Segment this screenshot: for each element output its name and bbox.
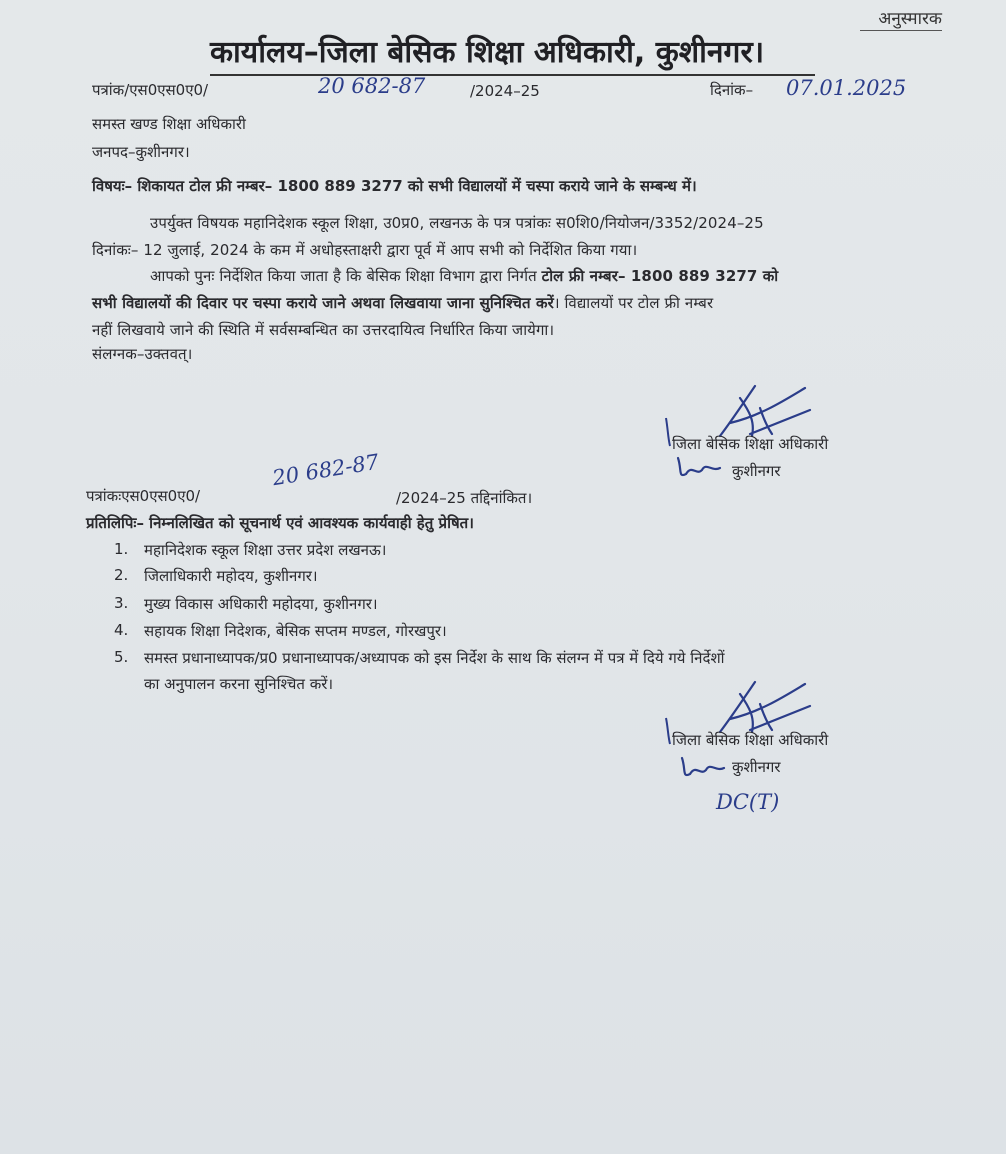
addressee-line2: जनपद–कुशीनगर। — [92, 143, 190, 161]
copy-item-5-text: समस्त प्रधानाध्यापक/प्र0 प्रधानाध्यापक/अध्यापक को इस निर्देश के साथ कि संलग्न में पत्र में दिये गये निर्देशों — [144, 649, 725, 667]
copy-item-1-number: 1. — [114, 540, 129, 558]
body-para1-line1: उपर्युक्त विषयक महानिदेशक स्कूल शिक्षा, उ0प्र0, लखनऊ के पत्र पत्रांकः स0शि0/नियोजन/3352/2024–25 — [150, 214, 764, 232]
addressee-line1: समस्त खण्ड शिक्षा अधिकारी — [92, 115, 246, 133]
copy-item-5-text-cont: का अनुपालन करना सुनिश्चित करें। — [144, 675, 334, 693]
body-para2-line3: नहीं लिखवाये जाने की स्थिति में सर्वसम्बन्धित का उत्तरदायित्व निर्धारित किया जायेगा। — [92, 321, 555, 339]
copy-item-3-number: 3. — [114, 594, 129, 612]
copy-item-3-text: मुख्य विकास अधिकारी महोदया, कुशीनगर। — [144, 595, 378, 613]
copy-ref-prefix: पत्रांकःएस0एस0ए0/ — [86, 487, 201, 505]
title-underline — [210, 74, 815, 76]
handwritten-note: DC(T) — [716, 790, 780, 814]
ref-year: /2024–25 — [470, 82, 540, 100]
copy-item-1-text: महानिदेशक स्कूल शिक्षा उत्तर प्रदेश लखनऊ। — [144, 541, 387, 559]
copy-ref-year: /2024–25 तद्दिनांकित। — [396, 489, 533, 507]
copy-item-4-number: 4. — [114, 621, 129, 639]
copy-item-2-text: जिलाधिकारी महोदय, कुशीनगर। — [144, 567, 318, 585]
ref-prefix: पत्रांक/एस0एस0ए0/ — [92, 81, 209, 99]
body-para2-line2-bold: सभी विद्यालयों की दिवार पर चस्पा कराये जाने अथवा लिखवाया जाना सुनिश्चित करें — [92, 294, 554, 312]
signature1-place: कुशीनगर — [732, 462, 781, 480]
body-para2-line1-text: आपको पुनः निर्देशित किया जाता है कि बेसिक शिक्षा विभाग द्वारा निर्गत — [150, 267, 542, 285]
handwritten-date: 07.01.2025 — [786, 76, 907, 100]
copy-item-2-number: 2. — [114, 566, 129, 584]
signature2-title: जिला बेसिक शिक्षा अधिकारी — [672, 731, 829, 749]
signature1-title: जिला बेसिक शिक्षा अधिकारी — [672, 435, 829, 453]
body-para1-line2: दिनांकः– 12 जुलाई, 2024 के कम में अधोहस्ताक्षरी द्वारा पूर्व में आप सभी को निर्देशित किया गया। — [92, 241, 638, 259]
copy-ref-handwritten-number: 20 682-87 — [270, 449, 381, 491]
date-label: दिनांक– — [710, 81, 754, 99]
copy-item-4-text: सहायक शिक्षा निदेशक, बेसिक सप्तम मण्डल, गोरखपुर। — [144, 622, 447, 640]
subject-line: विषयः– शिकायत टोल फ्री नम्बर– 1800 889 3277 को सभी विद्यालयों में चस्पा कराये जाने के सम्बन्ध में। — [92, 177, 697, 195]
body-para2-line1 — [150, 266, 778, 286]
reminder-underline — [860, 30, 942, 31]
enclosure-line: संलग्नक–उक्तवत्। — [92, 345, 193, 363]
body-para2-line2-text: । विद्यालयों पर टोल फ्री नम्बर — [553, 294, 714, 312]
copy-to-heading: प्रतिलिपिः– निम्नलिखित को सूचनार्थ एवं आवश्यक कार्यवाही हेतु प्रेषित। — [86, 514, 474, 532]
toll-free-number-bold: टोल फ्री नम्बर– 1800 889 3277 को — [541, 267, 779, 285]
office-title: कार्यालय–जिला बेसिक शिक्षा अधिकारी, कुशीनगर। — [210, 35, 765, 70]
copy-item-5-number: 5. — [114, 648, 129, 666]
ref-handwritten-number: 20 682-87 — [318, 74, 426, 98]
body-para2-line2 — [92, 293, 713, 313]
signature2-place: कुशीनगर — [732, 758, 781, 776]
reminder-label: अनुस्मारक — [878, 9, 942, 29]
